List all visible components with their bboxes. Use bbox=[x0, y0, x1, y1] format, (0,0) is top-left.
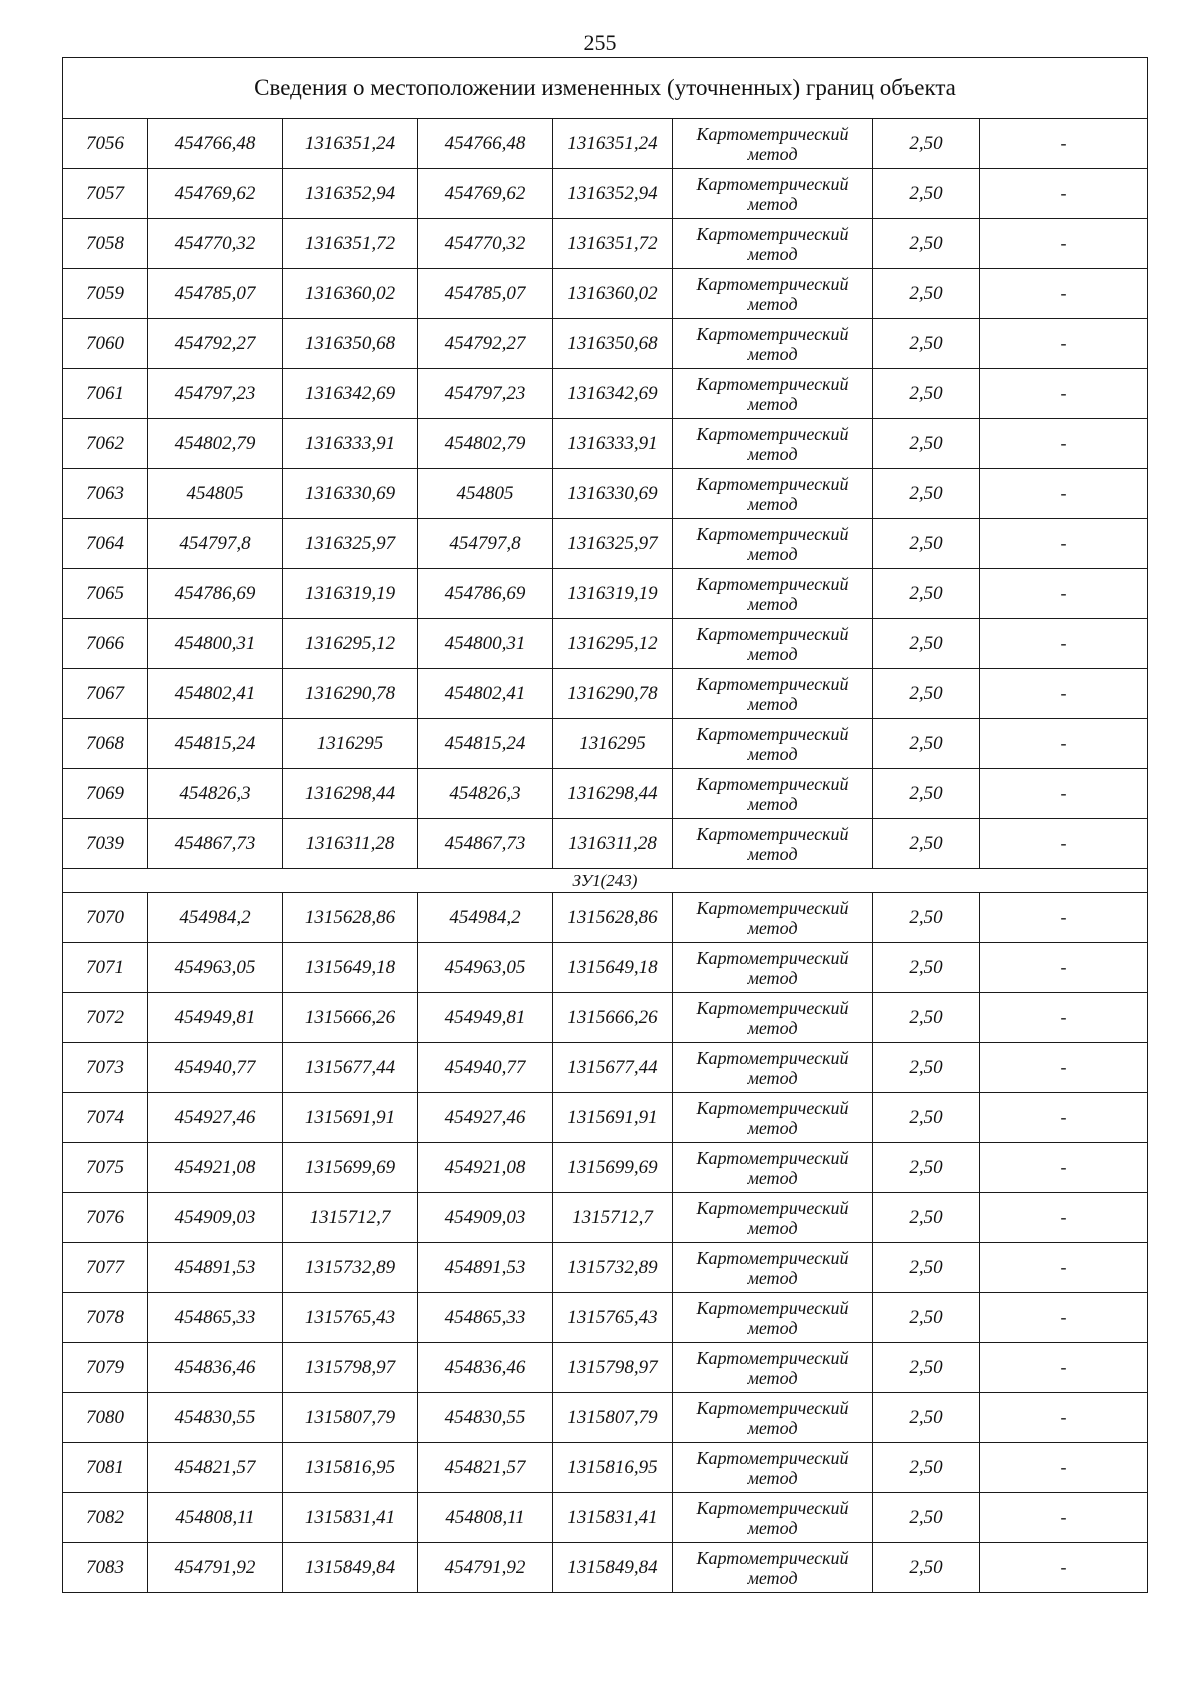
x-existing-cell: 454815,24 bbox=[148, 719, 283, 769]
table-row bbox=[63, 719, 1148, 769]
note-cell: - bbox=[980, 719, 1148, 769]
y-existing-cell: 1315628,86 bbox=[283, 893, 418, 943]
accuracy-cell: 2,50 bbox=[873, 1393, 980, 1443]
point-number-cell: 7058 bbox=[63, 219, 148, 269]
x-refined-cell: 454865,33 bbox=[418, 1293, 553, 1343]
x-existing-cell: 454865,33 bbox=[148, 1293, 283, 1343]
method-cell: Картометрический метод bbox=[673, 769, 873, 819]
table-row bbox=[63, 1543, 1148, 1593]
point-number-cell: 7076 bbox=[63, 1193, 148, 1243]
y-refined-cell: 1315691,91 bbox=[553, 1093, 673, 1143]
accuracy-cell: 2,50 bbox=[873, 719, 980, 769]
point-number-cell: 7077 bbox=[63, 1243, 148, 1293]
point-number-cell: 7068 bbox=[63, 719, 148, 769]
method-cell: Картометрический метод bbox=[673, 319, 873, 369]
x-refined-cell: 454949,81 bbox=[418, 993, 553, 1043]
table-title: Сведения о местоположении измененных (уточненных) границ объекта bbox=[63, 58, 1148, 119]
note-cell: - bbox=[980, 419, 1148, 469]
y-refined-cell: 1316360,02 bbox=[553, 269, 673, 319]
x-refined-cell: 454821,57 bbox=[418, 1443, 553, 1493]
note-cell: - bbox=[980, 1043, 1148, 1093]
x-existing-cell: 454770,32 bbox=[148, 219, 283, 269]
y-existing-cell: 1316290,78 bbox=[283, 669, 418, 719]
point-number-cell: 7070 bbox=[63, 893, 148, 943]
point-number-cell: 7069 bbox=[63, 769, 148, 819]
method-cell: Картометрический метод bbox=[673, 1043, 873, 1093]
x-refined-cell: 454867,73 bbox=[418, 819, 553, 869]
point-number-cell: 7079 bbox=[63, 1343, 148, 1393]
x-refined-cell: 454786,69 bbox=[418, 569, 553, 619]
y-existing-cell: 1315831,41 bbox=[283, 1493, 418, 1543]
method-cell: Картометрический метод bbox=[673, 819, 873, 869]
point-number-cell: 7059 bbox=[63, 269, 148, 319]
note-cell: - bbox=[980, 819, 1148, 869]
x-existing-cell: 454766,48 bbox=[148, 119, 283, 169]
x-refined-cell: 454815,24 bbox=[418, 719, 553, 769]
accuracy-cell: 2,50 bbox=[873, 1293, 980, 1343]
accuracy-cell: 2,50 bbox=[873, 219, 980, 269]
x-existing-cell: 454786,69 bbox=[148, 569, 283, 619]
note-cell: - bbox=[980, 769, 1148, 819]
method-cell: Картометрический метод bbox=[673, 669, 873, 719]
y-existing-cell: 1315666,26 bbox=[283, 993, 418, 1043]
y-existing-cell: 1315712,7 bbox=[283, 1193, 418, 1243]
x-refined-cell: 454921,08 bbox=[418, 1143, 553, 1193]
method-cell: Картометрический метод bbox=[673, 1393, 873, 1443]
table-row bbox=[63, 1093, 1148, 1143]
y-existing-cell: 1316333,91 bbox=[283, 419, 418, 469]
accuracy-cell: 2,50 bbox=[873, 893, 980, 943]
note-cell: - bbox=[980, 893, 1148, 943]
y-existing-cell: 1315765,43 bbox=[283, 1293, 418, 1343]
point-number-cell: 7073 bbox=[63, 1043, 148, 1093]
y-refined-cell: 1316298,44 bbox=[553, 769, 673, 819]
x-refined-cell: 454800,31 bbox=[418, 619, 553, 669]
point-number-cell: 7083 bbox=[63, 1543, 148, 1593]
y-refined-cell: 1315666,26 bbox=[553, 993, 673, 1043]
accuracy-cell: 2,50 bbox=[873, 1243, 980, 1293]
point-number-cell: 7066 bbox=[63, 619, 148, 669]
x-existing-cell: 454800,31 bbox=[148, 619, 283, 669]
x-refined-cell: 454891,53 bbox=[418, 1243, 553, 1293]
accuracy-cell: 2,50 bbox=[873, 993, 980, 1043]
point-number-cell: 7078 bbox=[63, 1293, 148, 1343]
note-cell: - bbox=[980, 369, 1148, 419]
note-cell: - bbox=[980, 619, 1148, 669]
accuracy-cell: 2,50 bbox=[873, 269, 980, 319]
x-refined-cell: 454797,8 bbox=[418, 519, 553, 569]
x-refined-cell: 454797,23 bbox=[418, 369, 553, 419]
note-cell: - bbox=[980, 1243, 1148, 1293]
y-refined-cell: 1315677,44 bbox=[553, 1043, 673, 1093]
method-cell: Картометрический метод bbox=[673, 1443, 873, 1493]
note-cell: - bbox=[980, 269, 1148, 319]
y-existing-cell: 1316342,69 bbox=[283, 369, 418, 419]
x-existing-cell: 454867,73 bbox=[148, 819, 283, 869]
x-existing-cell: 454940,77 bbox=[148, 1043, 283, 1093]
accuracy-cell: 2,50 bbox=[873, 1443, 980, 1493]
accuracy-cell: 2,50 bbox=[873, 519, 980, 569]
method-cell: Картометрический метод bbox=[673, 993, 873, 1043]
y-refined-cell: 1316325,97 bbox=[553, 519, 673, 569]
x-refined-cell: 454963,05 bbox=[418, 943, 553, 993]
x-refined-cell: 454940,77 bbox=[418, 1043, 553, 1093]
accuracy-cell: 2,50 bbox=[873, 1143, 980, 1193]
accuracy-cell: 2,50 bbox=[873, 119, 980, 169]
page-number: 255 bbox=[583, 30, 617, 55]
y-refined-cell: 1316319,19 bbox=[553, 569, 673, 619]
accuracy-cell: 2,50 bbox=[873, 369, 980, 419]
point-number-cell: 7064 bbox=[63, 519, 148, 569]
accuracy-cell: 2,50 bbox=[873, 419, 980, 469]
y-refined-cell: 1316295 bbox=[553, 719, 673, 769]
method-cell: Картометрический метод bbox=[673, 269, 873, 319]
y-refined-cell: 1315699,69 bbox=[553, 1143, 673, 1193]
method-cell: Картометрический метод bbox=[673, 469, 873, 519]
y-refined-cell: 1315816,95 bbox=[553, 1443, 673, 1493]
y-refined-cell: 1316350,68 bbox=[553, 319, 673, 369]
point-number-cell: 7063 bbox=[63, 469, 148, 519]
method-cell: Картометрический метод bbox=[673, 369, 873, 419]
table-row bbox=[63, 119, 1148, 169]
accuracy-cell: 2,50 bbox=[873, 819, 980, 869]
x-refined-cell: 454791,92 bbox=[418, 1543, 553, 1593]
method-cell: Картометрический метод bbox=[673, 893, 873, 943]
x-existing-cell: 454802,79 bbox=[148, 419, 283, 469]
accuracy-cell: 2,50 bbox=[873, 569, 980, 619]
point-number-cell: 7057 bbox=[63, 169, 148, 219]
y-existing-cell: 1316351,72 bbox=[283, 219, 418, 269]
y-existing-cell: 1316330,69 bbox=[283, 469, 418, 519]
table-row bbox=[63, 369, 1148, 419]
y-existing-cell: 1316298,44 bbox=[283, 769, 418, 819]
y-existing-cell: 1316295,12 bbox=[283, 619, 418, 669]
point-number-cell: 7080 bbox=[63, 1393, 148, 1443]
note-cell: - bbox=[980, 169, 1148, 219]
table-row bbox=[63, 1343, 1148, 1393]
y-existing-cell: 1315699,69 bbox=[283, 1143, 418, 1193]
point-number-cell: 7072 bbox=[63, 993, 148, 1043]
y-refined-cell: 1315712,7 bbox=[553, 1193, 673, 1243]
x-refined-cell: 454826,3 bbox=[418, 769, 553, 819]
point-number-cell: 7065 bbox=[63, 569, 148, 619]
x-existing-cell: 454921,08 bbox=[148, 1143, 283, 1193]
table-row bbox=[63, 1043, 1148, 1093]
x-refined-cell: 454769,62 bbox=[418, 169, 553, 219]
x-existing-cell: 454808,11 bbox=[148, 1493, 283, 1543]
y-refined-cell: 1315649,18 bbox=[553, 943, 673, 993]
point-number-cell: 7071 bbox=[63, 943, 148, 993]
note-cell: - bbox=[980, 469, 1148, 519]
note-cell: - bbox=[980, 119, 1148, 169]
y-existing-cell: 1315649,18 bbox=[283, 943, 418, 993]
x-refined-cell: 454830,55 bbox=[418, 1393, 553, 1443]
y-refined-cell: 1316352,94 bbox=[553, 169, 673, 219]
table-row bbox=[63, 893, 1148, 943]
note-cell: - bbox=[980, 1393, 1148, 1443]
note-cell: - bbox=[980, 669, 1148, 719]
x-existing-cell: 454963,05 bbox=[148, 943, 283, 993]
point-number-cell: 7062 bbox=[63, 419, 148, 469]
point-number-cell: 7074 bbox=[63, 1093, 148, 1143]
table-row bbox=[63, 569, 1148, 619]
y-refined-cell: 1316351,24 bbox=[553, 119, 673, 169]
x-existing-cell: 454791,92 bbox=[148, 1543, 283, 1593]
x-refined-cell: 454802,41 bbox=[418, 669, 553, 719]
point-number-cell: 7067 bbox=[63, 669, 148, 719]
method-cell: Картометрический метод bbox=[673, 169, 873, 219]
method-cell: Картометрический метод bbox=[673, 1193, 873, 1243]
table-row bbox=[63, 319, 1148, 369]
x-refined-cell: 454770,32 bbox=[418, 219, 553, 269]
y-refined-cell: 1315849,84 bbox=[553, 1543, 673, 1593]
y-refined-cell: 1316330,69 bbox=[553, 469, 673, 519]
accuracy-cell: 2,50 bbox=[873, 669, 980, 719]
table-row bbox=[63, 1443, 1148, 1493]
section-label: ЗУ1(243) bbox=[63, 869, 1148, 893]
x-refined-cell: 454927,46 bbox=[418, 1093, 553, 1143]
table-row bbox=[63, 519, 1148, 569]
y-existing-cell: 1316352,94 bbox=[283, 169, 418, 219]
table-row bbox=[63, 169, 1148, 219]
boundary-coordinates-table bbox=[62, 57, 1148, 1593]
x-existing-cell: 454769,62 bbox=[148, 169, 283, 219]
method-cell: Картометрический метод bbox=[673, 1543, 873, 1593]
point-number-cell: 7082 bbox=[63, 1493, 148, 1543]
accuracy-cell: 2,50 bbox=[873, 1093, 980, 1143]
y-existing-cell: 1316325,97 bbox=[283, 519, 418, 569]
x-existing-cell: 454797,23 bbox=[148, 369, 283, 419]
method-cell: Картометрический метод bbox=[673, 1293, 873, 1343]
point-number-cell: 7056 bbox=[63, 119, 148, 169]
table-row bbox=[63, 769, 1148, 819]
note-cell: - bbox=[980, 993, 1148, 1043]
note-cell: - bbox=[980, 943, 1148, 993]
point-number-cell: 7060 bbox=[63, 319, 148, 369]
method-cell: Картометрический метод bbox=[673, 569, 873, 619]
method-cell: Картометрический метод bbox=[673, 1093, 873, 1143]
table-title-row bbox=[63, 58, 1148, 119]
method-cell: Картометрический метод bbox=[673, 1243, 873, 1293]
x-existing-cell: 454984,2 bbox=[148, 893, 283, 943]
y-existing-cell: 1316311,28 bbox=[283, 819, 418, 869]
y-existing-cell: 1316351,24 bbox=[283, 119, 418, 169]
table-row bbox=[63, 993, 1148, 1043]
table-row bbox=[63, 1493, 1148, 1543]
note-cell: - bbox=[980, 1143, 1148, 1193]
note-cell: - bbox=[980, 1193, 1148, 1243]
y-refined-cell: 1316295,12 bbox=[553, 619, 673, 669]
note-cell: - bbox=[980, 569, 1148, 619]
method-cell: Картометрический метод bbox=[673, 219, 873, 269]
x-refined-cell: 454766,48 bbox=[418, 119, 553, 169]
y-refined-cell: 1316351,72 bbox=[553, 219, 673, 269]
y-existing-cell: 1315816,95 bbox=[283, 1443, 418, 1493]
note-cell: - bbox=[980, 1093, 1148, 1143]
y-existing-cell: 1315732,89 bbox=[283, 1243, 418, 1293]
y-refined-cell: 1315831,41 bbox=[553, 1493, 673, 1543]
x-existing-cell: 454805 bbox=[148, 469, 283, 519]
x-refined-cell: 454836,46 bbox=[418, 1343, 553, 1393]
x-refined-cell: 454984,2 bbox=[418, 893, 553, 943]
y-existing-cell: 1315798,97 bbox=[283, 1343, 418, 1393]
accuracy-cell: 2,50 bbox=[873, 319, 980, 369]
x-existing-cell: 454909,03 bbox=[148, 1193, 283, 1243]
method-cell: Картометрический метод bbox=[673, 1493, 873, 1543]
y-existing-cell: 1315691,91 bbox=[283, 1093, 418, 1143]
x-refined-cell: 454909,03 bbox=[418, 1193, 553, 1243]
x-existing-cell: 454802,41 bbox=[148, 669, 283, 719]
point-number-cell: 7075 bbox=[63, 1143, 148, 1193]
y-refined-cell: 1316342,69 bbox=[553, 369, 673, 419]
x-existing-cell: 454830,55 bbox=[148, 1393, 283, 1443]
x-existing-cell: 454891,53 bbox=[148, 1243, 283, 1293]
table-row bbox=[63, 1243, 1148, 1293]
y-refined-cell: 1316290,78 bbox=[553, 669, 673, 719]
accuracy-cell: 2,50 bbox=[873, 769, 980, 819]
x-existing-cell: 454836,46 bbox=[148, 1343, 283, 1393]
table-row bbox=[63, 219, 1148, 269]
table-row bbox=[63, 943, 1148, 993]
note-cell: - bbox=[980, 1443, 1148, 1493]
accuracy-cell: 2,50 bbox=[873, 1193, 980, 1243]
method-cell: Картометрический метод bbox=[673, 1343, 873, 1393]
y-refined-cell: 1315807,79 bbox=[553, 1393, 673, 1443]
point-number-cell: 7039 bbox=[63, 819, 148, 869]
x-refined-cell: 454805 bbox=[418, 469, 553, 519]
method-cell: Картометрический метод bbox=[673, 519, 873, 569]
table-row bbox=[63, 469, 1148, 519]
y-existing-cell: 1315807,79 bbox=[283, 1393, 418, 1443]
x-refined-cell: 454792,27 bbox=[418, 319, 553, 369]
x-refined-cell: 454785,07 bbox=[418, 269, 553, 319]
table-row bbox=[63, 269, 1148, 319]
table-row bbox=[63, 1393, 1148, 1443]
y-refined-cell: 1315765,43 bbox=[553, 1293, 673, 1343]
method-cell: Картометрический метод bbox=[673, 619, 873, 669]
x-existing-cell: 454826,3 bbox=[148, 769, 283, 819]
y-refined-cell: 1316333,91 bbox=[553, 419, 673, 469]
accuracy-cell: 2,50 bbox=[873, 1043, 980, 1093]
accuracy-cell: 2,50 bbox=[873, 169, 980, 219]
x-existing-cell: 454927,46 bbox=[148, 1093, 283, 1143]
x-existing-cell: 454785,07 bbox=[148, 269, 283, 319]
method-cell: Картометрический метод bbox=[673, 419, 873, 469]
y-existing-cell: 1315849,84 bbox=[283, 1543, 418, 1593]
x-existing-cell: 454821,57 bbox=[148, 1443, 283, 1493]
method-cell: Картометрический метод bbox=[673, 719, 873, 769]
table-row bbox=[63, 819, 1148, 869]
note-cell: - bbox=[980, 319, 1148, 369]
table-row bbox=[63, 669, 1148, 719]
table-row bbox=[63, 1193, 1148, 1243]
x-refined-cell: 454808,11 bbox=[418, 1493, 553, 1543]
x-existing-cell: 454949,81 bbox=[148, 993, 283, 1043]
accuracy-cell: 2,50 bbox=[873, 469, 980, 519]
y-refined-cell: 1315798,97 bbox=[553, 1343, 673, 1393]
accuracy-cell: 2,50 bbox=[873, 619, 980, 669]
y-existing-cell: 1316350,68 bbox=[283, 319, 418, 369]
y-existing-cell: 1315677,44 bbox=[283, 1043, 418, 1093]
table-row bbox=[63, 419, 1148, 469]
method-cell: Картометрический метод bbox=[673, 943, 873, 993]
y-refined-cell: 1315732,89 bbox=[553, 1243, 673, 1293]
accuracy-cell: 2,50 bbox=[873, 1493, 980, 1543]
x-refined-cell: 454802,79 bbox=[418, 419, 553, 469]
method-cell: Картометрический метод bbox=[673, 119, 873, 169]
note-cell: - bbox=[980, 1543, 1148, 1593]
table-row bbox=[63, 1293, 1148, 1343]
point-number-cell: 7081 bbox=[63, 1443, 148, 1493]
method-cell: Картометрический метод bbox=[673, 1143, 873, 1193]
note-cell: - bbox=[980, 219, 1148, 269]
y-refined-cell: 1316311,28 bbox=[553, 819, 673, 869]
table-row bbox=[63, 619, 1148, 669]
note-cell: - bbox=[980, 1293, 1148, 1343]
x-existing-cell: 454797,8 bbox=[148, 519, 283, 569]
y-existing-cell: 1316319,19 bbox=[283, 569, 418, 619]
accuracy-cell: 2,50 bbox=[873, 1343, 980, 1393]
accuracy-cell: 2,50 bbox=[873, 943, 980, 993]
y-existing-cell: 1316360,02 bbox=[283, 269, 418, 319]
x-existing-cell: 454792,27 bbox=[148, 319, 283, 369]
y-refined-cell: 1315628,86 bbox=[553, 893, 673, 943]
note-cell: - bbox=[980, 519, 1148, 569]
table-row bbox=[63, 1143, 1148, 1193]
point-number-cell: 7061 bbox=[63, 369, 148, 419]
note-cell: - bbox=[980, 1493, 1148, 1543]
y-existing-cell: 1316295 bbox=[283, 719, 418, 769]
section-header-row bbox=[63, 869, 1148, 893]
note-cell: - bbox=[980, 1343, 1148, 1393]
accuracy-cell: 2,50 bbox=[873, 1543, 980, 1593]
